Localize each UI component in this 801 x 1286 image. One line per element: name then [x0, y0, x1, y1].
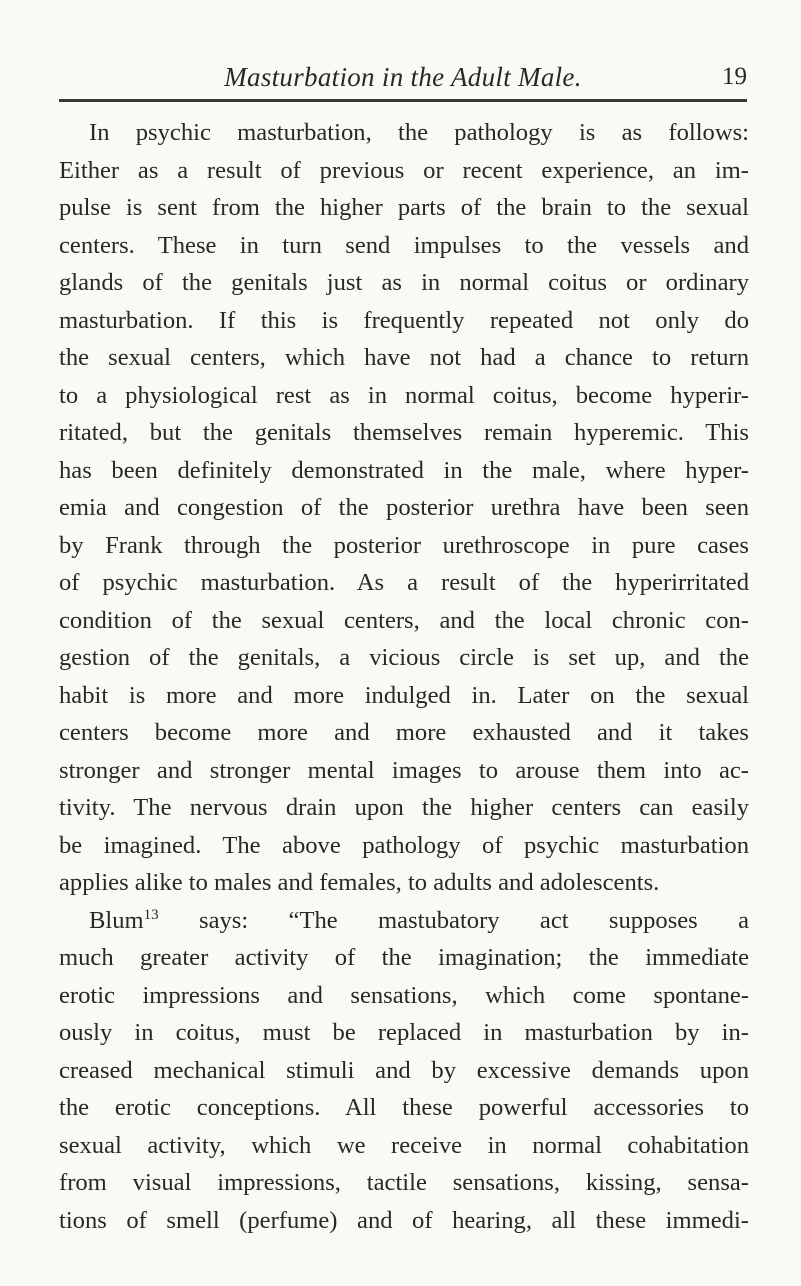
text-line: condition of the sexual centers, and the local chronic con-: [59, 606, 749, 634]
text-line: habit is more and more indulged in. Later on the sexual: [59, 681, 749, 709]
text-line: be imagined. The above pathology of psychic masturbation: [59, 831, 749, 859]
text-line-citation: [59, 902, 749, 940]
text-line: emia and congestion of the posterior urethra have been seen: [59, 494, 749, 521]
text-line: the erotic conceptions. All these powerful accessories to: [59, 1094, 749, 1121]
header-rule: [59, 99, 747, 102]
text-line: tions of smell (perfume) and of hearing, all these immedi-: [59, 1206, 749, 1234]
running-title: Masturbation in the Adult Male.: [224, 62, 582, 92]
text-line: centers become more and more exhausted and it takes: [59, 719, 749, 746]
text-line: applies alike to males and females, to adults and adolescents.: [59, 869, 660, 896]
text-line: ously in coitus, must be replaced in masturbation by in-: [59, 1019, 749, 1046]
page-number: 19: [722, 63, 747, 90]
text-line: from visual impressions, tactile sensations, kissing, sensa-: [59, 1169, 749, 1196]
text-line: has been definitely demonstrated in the male, where hyper-: [59, 456, 749, 484]
text-line: centers. These in turn send impulses to the vessels and: [59, 231, 749, 259]
text-line: masturbation. If this is frequently repeated not only do: [59, 306, 749, 334]
body-text: [59, 114, 749, 1239]
reference-number: 13: [143, 906, 159, 923]
cited-author: Blum: [89, 906, 144, 934]
text-line: gestion of the genitals, a vicious circle is set up, and the: [59, 644, 749, 671]
text-line: to a physiological rest as in normal coitus, become hyperir-: [59, 381, 749, 409]
text-line: pulse is sent from the higher parts of the brain to the sexual: [59, 194, 749, 221]
text-line: In psychic masturbation, the pathology is as follows:: [89, 119, 749, 146]
text-line: glands of the genitals just as in normal coitus or ordinary: [59, 269, 749, 296]
text-line: of psychic masturbation. As a result of the hyperirritated: [59, 569, 749, 596]
citation-text: says: “The mastubatory act supposes a: [158, 906, 749, 934]
text-line: sexual activity, which we receive in normal cohabitation: [59, 1131, 749, 1159]
text-line: Either as a result of previous or recent experience, an im-: [59, 156, 749, 184]
text-line: the sexual centers, which have not had a chance to return: [59, 344, 749, 371]
text-line: by Frank through the posterior urethroscope in pure cases: [59, 531, 749, 559]
text-line: tivity. The nervous drain upon the higher centers can easily: [59, 794, 749, 821]
text-line: creased mechanical stimuli and by excessive demands upon: [59, 1056, 749, 1084]
text-line: ritated, but the genitals themselves remain hyperemic. This: [59, 419, 749, 446]
text-line: much greater activity of the imagination; the immediate: [59, 944, 749, 971]
text-line: stronger and stronger mental images to arouse them into ac-: [59, 756, 749, 784]
text-line: erotic impressions and sensations, which come spontane-: [59, 981, 749, 1009]
running-head: [59, 58, 747, 102]
